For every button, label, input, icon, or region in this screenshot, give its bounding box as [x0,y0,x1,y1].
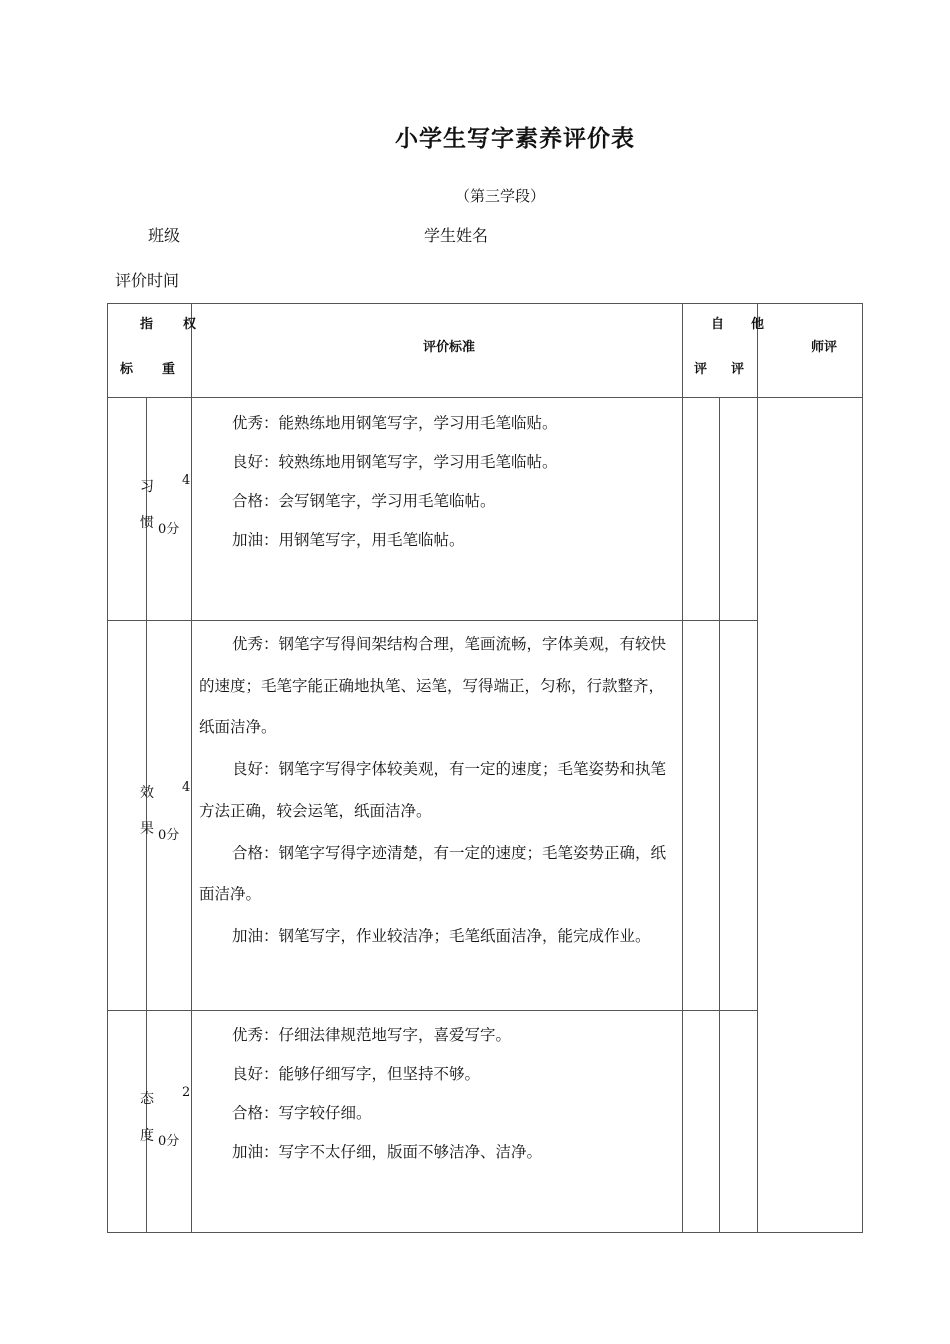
table-border-left [107,303,108,1233]
criteria-item: 优秀：钢笔字写得间架结构合理，笔画流畅，字体美观，有较快的速度；毛笔字能正确地执笔、运笔，写得端正，匀称，行款整齐，纸面洁净。 [199,635,667,737]
row-habit-indicator-bottom: 惯 [140,515,154,531]
table-col-divider [682,303,683,1233]
criteria-item: 良好：钢笔字写得字体较美观，有一定的速度；毛笔姿势和执笔方法正确，较会运笔，纸面洁净。 [199,760,667,820]
row-effect-indicator-bottom: 果 [140,821,154,837]
table-row-divider [107,620,758,621]
criteria-item: 合格：会写钢笔字，学习用毛笔临帖。 [232,492,496,510]
row-effect-indicator-top: 效 [140,785,154,801]
evaluation-time-label: 评价时间 [115,271,180,290]
student-name-label: 学生姓名 [424,226,489,245]
table-header-divider [107,397,863,398]
header-weight-bottom: 重 [162,362,176,377]
criteria-item: 良好：能够仔细写字，但坚持不够。 [232,1065,481,1083]
table-border-right [862,303,863,1233]
header-indicator-top: 指 [140,317,154,332]
header-criteria: 评价标准 [423,340,476,355]
header-self-bottom: 评 [694,362,708,377]
table-col-divider [719,397,720,1233]
row-habit-criteria [199,404,671,560]
criteria-item: 合格：钢笔字写得字迹清楚，有一定的速度；毛笔姿势正确，纸面洁净。 [199,843,667,904]
header-teacher: 师评 [811,340,838,355]
row-effect-criteria [199,624,671,958]
page-subtitle: （第三学段） [454,187,545,205]
row-attitude-indicator-bottom: 度 [140,1128,154,1144]
criteria-item: 合格：写字较仔细。 [232,1104,372,1122]
criteria-item: 优秀：能熟练地用钢笔写字，学习用毛笔临贴。 [232,414,558,432]
table-col-divider [191,303,192,1233]
table-border-bottom [107,1232,863,1233]
table-col-divider [757,303,758,1233]
header-peer-bottom: 评 [731,362,745,377]
row-habit-weight-bottom: 0分 [158,522,180,537]
header-self-top: 自 [711,317,725,332]
page-title: 小学生写字素养评价表 [395,125,635,152]
row-effect-weight-bottom: 0分 [158,828,180,843]
table-border-top [107,303,863,304]
criteria-item: 加油：用钢笔写字，用毛笔临帖。 [232,531,465,549]
class-label: 班级 [148,226,181,245]
criteria-item: 加油：钢笔写字，作业较洁净；毛笔纸面洁净，能完成作业。 [232,926,651,945]
header-weight-top: 权 [183,317,197,332]
row-attitude-weight-top: 2 [182,1085,191,1100]
row-attitude-weight-bottom: 0分 [158,1134,180,1149]
row-effect-weight-top: 4 [182,780,191,795]
row-attitude-indicator-top: 态 [140,1091,154,1107]
criteria-item: 良好：较熟练地用钢笔写字，学习用毛笔临帖。 [232,453,558,471]
row-habit-indicator-top: 习 [140,479,154,495]
criteria-item: 优秀：仔细法律规范地写字，喜爱写字。 [232,1026,512,1044]
row-attitude-criteria [199,1016,671,1172]
criteria-item: 加油：写字不太仔细，版面不够洁净、洁净。 [232,1143,543,1161]
table-row-divider [107,1010,758,1011]
header-indicator-bottom: 标 [120,362,134,377]
row-habit-weight-top: 4 [182,473,191,488]
header-peer-top: 他 [751,317,765,332]
